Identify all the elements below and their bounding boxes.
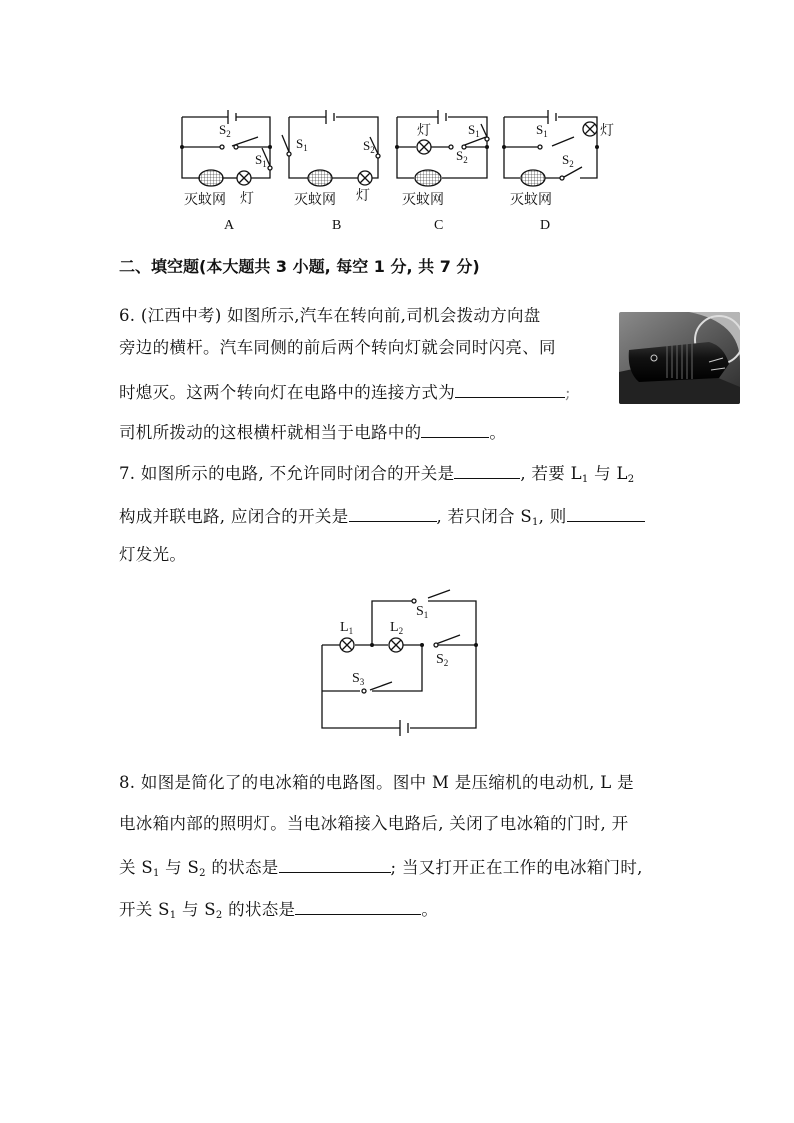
label-d-lamp: 灯 [600, 123, 614, 139]
q8-line4-a: 开关 S [119, 900, 170, 919]
q8-line1: 8. 如图是简化了的电冰箱的电路图。图中 M 是压缩机的电动机, L 是 [119, 773, 634, 792]
q8-line3-b: 与 S [159, 858, 200, 877]
q7-circuit-diagram [310, 585, 490, 745]
q6-line1: 6. (江西中考) 如图所示,汽车在转向前,司机会拨动方向盘 [119, 306, 541, 325]
q6-blank-2[interactable] [421, 421, 489, 438]
label-c-s2: $S_2$ [456, 148, 468, 165]
label-b-s1: $S_1$ [296, 136, 308, 153]
label-b-lamp: 灯 [356, 188, 370, 204]
label-a-lamp: 灯 [240, 191, 254, 207]
q8-blank-2[interactable] [295, 898, 421, 915]
q7-line2 [119, 505, 645, 527]
q8-sub-2a: 2 [199, 868, 206, 879]
q7-label-l1: $L_1$ [340, 620, 354, 636]
q7-blank-3[interactable] [567, 505, 645, 522]
q8-line4-b: 与 S [176, 900, 216, 919]
q7-line1-c: 与 L [588, 464, 628, 483]
q7-label-s1: $S_1$ [416, 604, 429, 620]
q7-sub-1a: 1 [581, 474, 589, 485]
q8-line4-d: 。 [421, 900, 439, 919]
q6-blank-1[interactable] [455, 381, 565, 398]
label-b-s2: $S_2$ [363, 138, 375, 155]
diagram-d [504, 110, 597, 186]
q6-line3-end: ; [565, 383, 571, 402]
caption-c: C [434, 218, 444, 233]
q7-line2-a: 构成并联电路, 应闭合的开关是 [119, 507, 349, 526]
caption-a: A [224, 218, 235, 233]
q8-line3-c: 的状态是 [205, 858, 279, 877]
q6-line2: 旁边的横杆。汽车同侧的前后两个转向灯就会同时闪亮、同 [119, 338, 556, 357]
q6-line4-text: 司机所拨动的这根横杆就相当于电路中的 [119, 423, 422, 442]
label-b-net: 灭蚊网 [294, 192, 336, 208]
label-c-lamp: 灯 [417, 123, 431, 139]
section-title: 二、填空题(本大题共 3 小题, 每空 1 分, 共 7 分) [119, 257, 480, 276]
caption-d: D [540, 218, 551, 233]
q7-sub-1b: 1 [531, 517, 539, 528]
q7-line1 [119, 462, 634, 484]
q8-sub-1b: 1 [169, 910, 177, 921]
q7-label-s3: $S_3$ [352, 671, 365, 687]
q8-line2: 电冰箱内部的照明灯。当电冰箱接入电路后, 关闭了电冰箱的门时, 开 [119, 814, 629, 833]
q7-line1-b: , 若要 L [520, 464, 582, 483]
q7-line2-b: , 若只闭合 S [436, 507, 532, 526]
q6-line4-end: 。 [489, 423, 507, 442]
q6-line4 [119, 421, 506, 443]
label-c-net: 灭蚊网 [402, 192, 444, 208]
q8-line3-a: 关 S [119, 858, 153, 877]
label-a-net: 灭蚊网 [184, 192, 226, 208]
q7-label-l2: $L_2$ [390, 620, 404, 636]
q7-blank-1[interactable] [454, 462, 520, 479]
label-a-s1: $S_1$ [255, 152, 267, 169]
q7-sub-2a: 2 [627, 474, 635, 485]
q8-sub-1a: 1 [152, 868, 160, 879]
q6-line3 [119, 381, 571, 403]
q8-line3-d: ; 当又打开正在工作的电冰箱门时, [390, 858, 643, 877]
caption-b: B [332, 218, 342, 233]
q6-line3-text: 时熄灭。这两个转向灯在电路中的连接方式为 [119, 383, 455, 402]
label-d-net: 灭蚊网 [510, 192, 552, 208]
top-circuit-diagrams [0, 0, 794, 240]
label-d-s2: $S_2$ [562, 152, 574, 169]
q8-sub-2b: 2 [215, 910, 223, 921]
q7-blank-2[interactable] [349, 505, 437, 522]
q7-line2-c: , 则 [538, 507, 567, 526]
turn-signal-stalk-photo [619, 312, 740, 404]
q7-line3: 灯发光。 [119, 545, 187, 564]
label-c-s1: $S_1$ [468, 122, 480, 139]
q8-line4-c: 的状态是 [222, 900, 296, 919]
q8-line4 [119, 898, 438, 920]
label-a-s2: $S_2$ [219, 122, 231, 139]
q7-line1-a: 7. 如图所示的电路, 不允许同时闭合的开关是 [119, 464, 455, 483]
label-d-s1: $S_1$ [536, 122, 548, 139]
q8-blank-1[interactable] [279, 856, 391, 873]
q8-line3 [119, 856, 643, 878]
q7-label-s2: $S_2$ [436, 652, 449, 668]
diagram-a [182, 110, 272, 186]
